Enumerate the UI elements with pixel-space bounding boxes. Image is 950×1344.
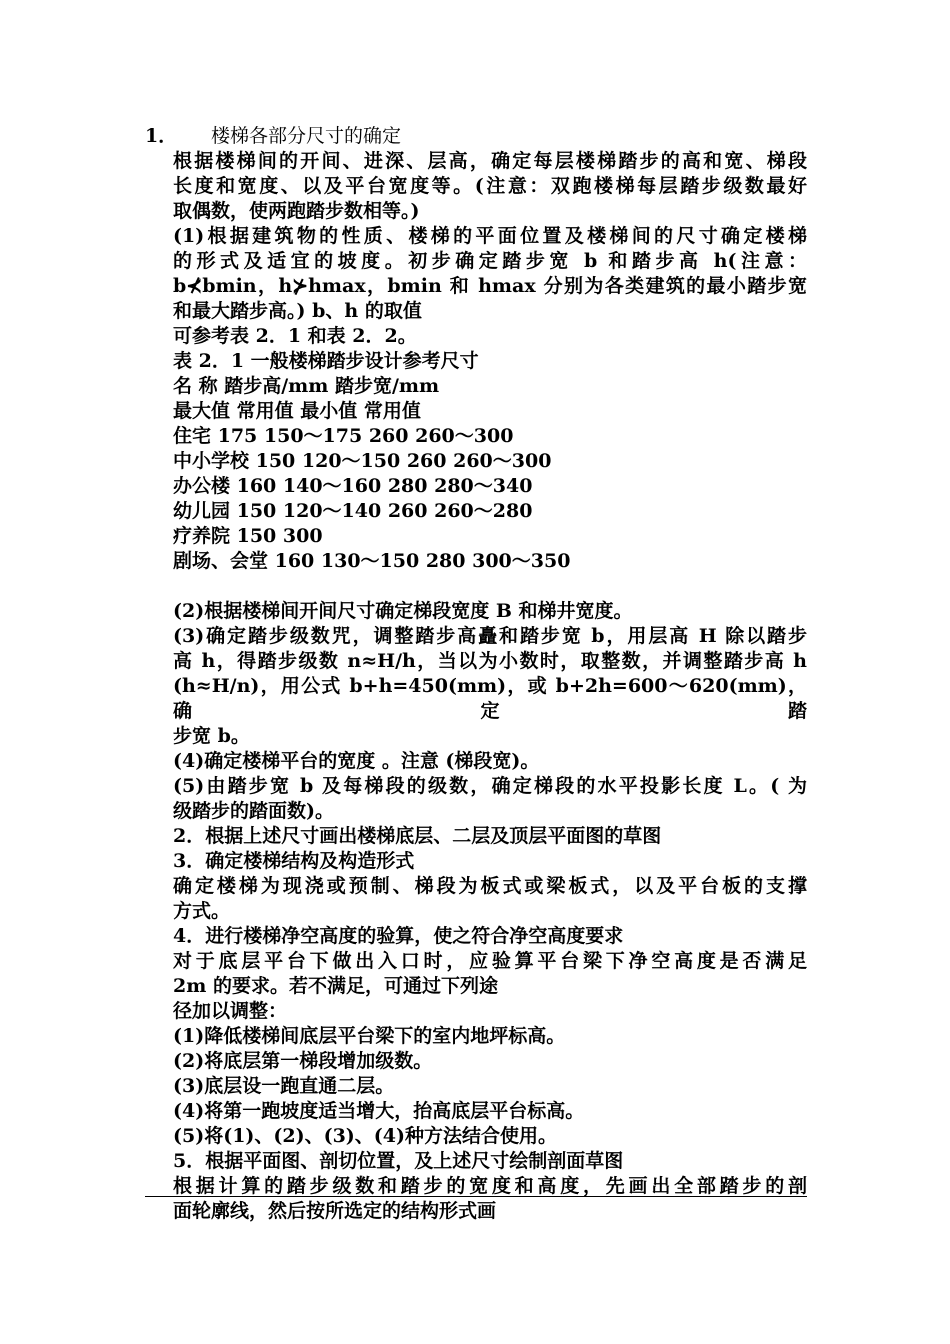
text-line: 2．根据上述尺寸画出楼梯底层、二层及顶层平面图的草图 (173, 825, 662, 847)
text-line: 5．根据平面图、剖切位置，及上述尺寸绘制剖面草图 (173, 1150, 624, 1172)
text-line: (4)确定楼梯平台的宽度 。注意 (梯段宽)。 (173, 750, 540, 772)
text-line: 可参考表 2．1 和表 2．2。 (173, 325, 417, 347)
text-line: 4．进行楼梯净空高度的验算，使之符合净空高度要求 (173, 925, 624, 947)
section-number: 1． (145, 125, 178, 147)
text-line: b⊀bmin，h⊁hmax，bmin 和 hmax 分别为各类建筑的最小踏步宽 (173, 275, 807, 297)
text-line: 径加以调整： (173, 1000, 288, 1022)
text-line: (4)将第一跑坡度适当增大，抬高底层平台标高。 (173, 1100, 585, 1122)
text-line: 步宽 b。 (173, 725, 250, 747)
body-text (173, 149, 807, 1224)
footer-rule (145, 1196, 807, 1197)
text-line: 幼儿园 150 120～140 260 260～280 (173, 500, 533, 522)
text-line (173, 574, 807, 599)
section-heading (145, 124, 401, 149)
text-line: 3．确定楼梯结构及构造形式 (173, 850, 415, 872)
text-line: 长度和宽度、以及平台宽度等。(注意：双跑楼梯每层踏步级数最好 (173, 175, 807, 197)
text-line: 确定楼梯为现浇或预制、梯段为板式或梁板式，以及平台板的支撑 (173, 875, 807, 897)
text-line: 办公楼 160 140～160 280 280～340 (173, 475, 533, 497)
text-line: (2)将底层第一梯段增加级数。 (173, 1050, 433, 1072)
text-line: 取偶数，使两跑踏步数相等。) (173, 200, 420, 222)
text-line: 级踏步的踏面数)。 (173, 800, 334, 822)
text-line: (5)由踏步宽 b 及每梯段的级数，确定梯段的水平投影长度 L。( 为 (173, 775, 807, 797)
text-line: 住宅 175 150～175 260 260～300 (173, 425, 514, 447)
text-line: (1)根据建筑物的性质、楼梯的平面位置及楼梯间的尺寸确定楼梯 (173, 225, 807, 247)
text-line: 根据楼梯间的开间、进深、层高，确定每层楼梯踏步的高和宽、梯段 (173, 150, 807, 172)
text-line: 对于底层平台下做出入口时，应验算平台梁下净空高度是否满足 (173, 950, 807, 972)
text-line: 高 h，得踏步级数 n≈H/h，当以为小数时，取整数，并调整踏步高 h (173, 650, 807, 672)
text-line: (5)将(1)、(2)、(3)、(4)种方法结合使用。 (173, 1125, 557, 1147)
text-line: 和最大踏步高。) b、h 的取值 (173, 300, 422, 322)
text-line: 名 称 踏步高/mm 踏步宽/mm (173, 375, 440, 397)
text-line: 面轮廓线，然后按所选定的结构形式画 (173, 1200, 497, 1222)
text-line: (2)根据楼梯间开间尺寸确定梯段宽度 B 和梯井宽度。 (173, 600, 633, 622)
text-line: 表 2．1 一般楼梯踏步设计参考尺寸 (173, 350, 479, 372)
text-line: 最大值 常用值 最小值 常用值 (173, 400, 421, 422)
text-line: 2m 的要求。若不满足，可通过下列途 (173, 975, 498, 997)
section-title: 楼梯各部分尺寸的确定 (211, 125, 402, 147)
text-line: 中小学校 150 120～150 260 260～300 (173, 450, 552, 472)
text-line: 方式。 (173, 900, 231, 922)
text-line: 剧场、会堂 160 130～150 280 300～350 (173, 550, 571, 572)
text-line: (1)降低楼梯间底层平台梁下的室内地坪标高。 (173, 1025, 566, 1047)
text-line: (h≈H/n)，用公式 b+h=450(mm)，或 b+2h=600～620(mm)，确定踏 (173, 675, 807, 722)
text-line: 根据计算的踏步级数和踏步的宽度和高度，先画出全部踏步的剖 (173, 1175, 807, 1197)
text-line: (3)确定踏步级数咒，调整踏步高矗和踏步宽 b，用层高 H 除以踏步 (173, 625, 807, 647)
text-line: (3)底层设一跑直通二层。 (173, 1075, 395, 1097)
text-line: 疗养院 150 300 (173, 525, 323, 547)
text-line: 的形式及适宜的坡度。初步确定踏步宽 b 和踏步高 h(注意： (173, 250, 807, 272)
